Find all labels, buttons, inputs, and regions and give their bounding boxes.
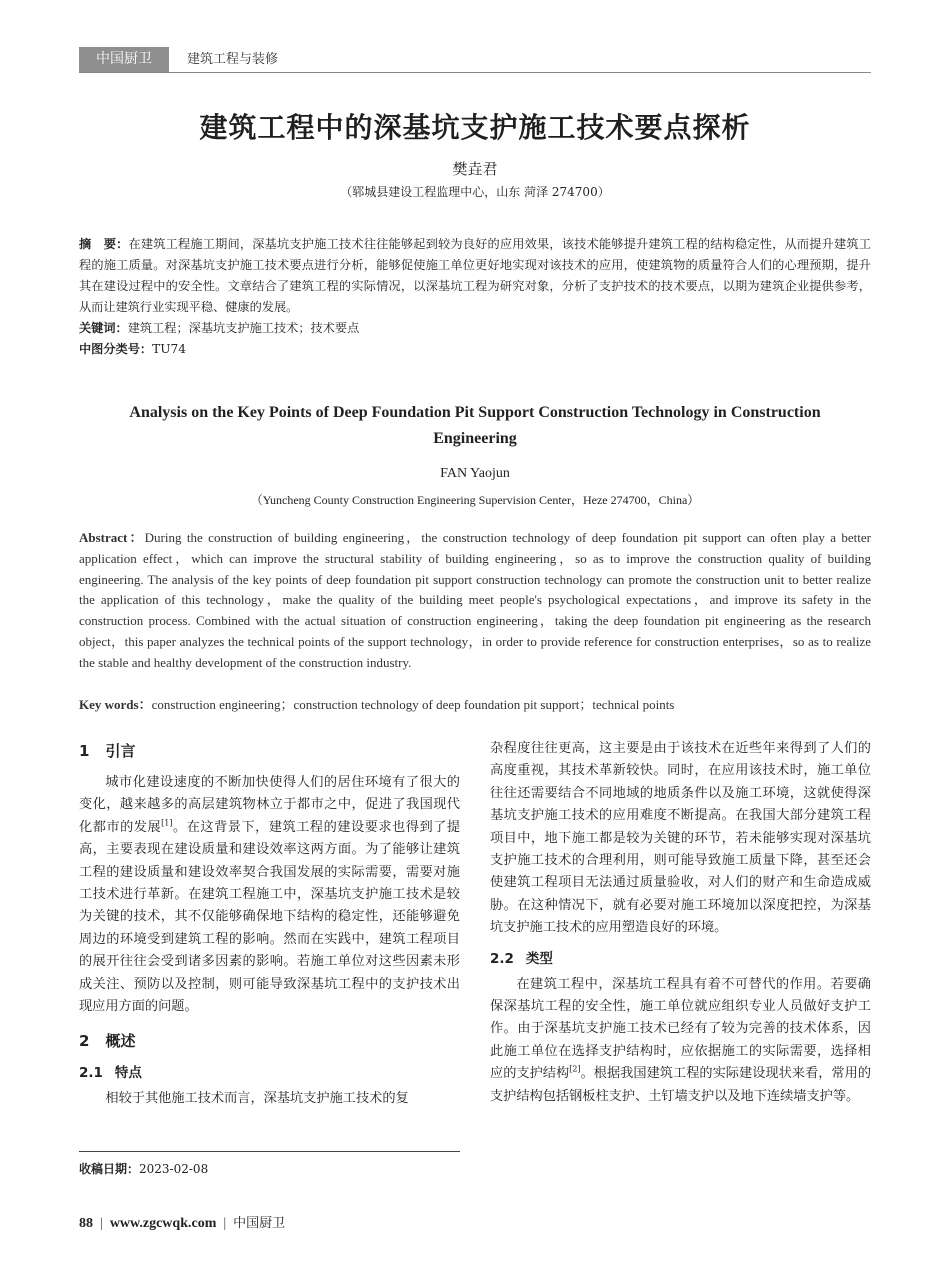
section-2-2-text-b: 。根据我国建筑工程的实际建设现状来看，常用的支护结构包括钢板柱支护、土钉墙支护以及地下连续墙支护等。 [490, 1066, 872, 1104]
page-number: 88 [79, 1216, 93, 1231]
section-2-1-paragraph-cont: 杂程度往往更高，这主要是由于该技术在近些年来得到了人们的高度重视，其技术革新较快。同时，在应用该技术时，施工单位往往还需要结合不同地域的地质条件以及施工环境，这就使得深基坑支护施工技术的应用难度不断提高。在我国大部分建筑工程项目中，地下施工都是较为关键的环节，若未能够实现对深基坑支护施工技术的合理利用，则可能导致施工质量下降，甚至还会使建筑工程项目无法通过质量验收，对人们的财产和生命造成威胁。在这种情况下，就有必要对施工环境加以深度把控，为深基坑支护施工技术的应用塑造良好的环境。 [490, 741, 871, 936]
abstract-cn [79, 234, 871, 318]
abstract-cn-text: 在建筑工程施工期间，深基坑支护施工技术往往能够起到较为良好的应用效果，该技术能够提升建筑工程的结构稳定性，从而提升建筑工程的施工质量。对深基坑支护施工技术要点进行分析，能够促使施工单位更好地实现对该技术的应用，使建筑物的质量符合人们的心理预期，提升其在建设过程中的安全性。文章结合了建筑工程的实际情况，以深基坑工程为研究对象，分析了支护技术的技术要点，以期为建筑企业提供参考，从而让建筑行业实现平稳、健康的发展。 [79, 237, 872, 314]
received-date [79, 1160, 208, 1177]
abstract-en [79, 528, 871, 674]
footer-separator: | [223, 1216, 227, 1231]
header-rule [79, 72, 871, 73]
section-2-2-heading [490, 948, 871, 970]
abstract-en-text: During the construction of building engineering，the construction technology of deep foundation pit support can often play a better application effect，which can improve the structural stability of building engineering，so as to improve the construction quality of building engineering. The analysis of the key points of deep foundation pit support construction technology can promote the construction unit to better realize the application of this technology，make the quality of the building meet people's psychological expectations，and improve its safety in the construction process. Combined with the actual situation of construction engineering，taking the deep foundation pit engineering as the research object，this paper analyzes the technical points of the support technology，in order to provide reference for construction enterprises，so as to realize the stable and healthy development of the construction industry. [79, 530, 871, 670]
keywords-en-text: construction engineering；construction technology of deep foundation pit support；technical points [151, 697, 675, 712]
section-1-paragraph [79, 772, 460, 1018]
running-header [79, 47, 871, 72]
journal-url[interactable]: www.zgcwqk.com [109, 1216, 217, 1231]
clc-label: 中图分类号： [79, 342, 153, 356]
footnote-rule [79, 1151, 460, 1152]
keywords-cn [79, 318, 359, 339]
column-left [79, 740, 460, 1111]
section-2-1-paragraph-start: 相较于其他施工技术而言，深基坑支护施工技术的复 [105, 1091, 409, 1107]
author: 樊垚君 [452, 160, 498, 178]
section-2-1-title: 特点 [114, 1065, 142, 1082]
section-2-1-heading [79, 1062, 460, 1084]
section-2-heading [79, 1030, 460, 1052]
journal-tag: 中国厨卫 [79, 47, 169, 72]
received-value: 2023-02-08 [139, 1162, 209, 1176]
section-1-text-a: 城市化建设速度的不断加快使得人们的居住环境有了很大的变化，越来越多的高层建筑物林立于都市之中，促进了我国现代化都市的发展 [79, 775, 460, 835]
citation-1: [1] [161, 818, 173, 828]
section-2-number: 2 [79, 1032, 90, 1051]
section-1-heading [79, 740, 460, 762]
section-2-2-number: 2.2 [490, 950, 514, 967]
column-right [490, 738, 871, 1108]
citation-2: [2] [569, 1064, 581, 1074]
clc-number [79, 339, 186, 360]
received-label: 收稿日期： [79, 1162, 140, 1176]
section-2-title: 概述 [105, 1032, 136, 1051]
affiliation: （郓城县建设工程监理中心，山东 菏泽 274700） [340, 185, 610, 199]
section-1-title: 引言 [105, 742, 136, 760]
abstract-cn-label: 摘 要： [79, 237, 129, 251]
journal-name: 中国厨卫 [233, 1216, 286, 1231]
clc-text: TU74 [152, 342, 187, 356]
section-1-text-b: 。在这背景下，建筑工程的建设要求也得到了提高，主要表现在建设质量和建设效率这两方面。为了能够让建筑工程的建设质量和建设效率契合我国发展的实际需要，需要对施工技术进行革新。在建筑工程施工中，深基坑支护施工技术是较为关键的技术，其不仅能够确保地下结构的稳定性，还能够避免周边的环境受到建筑工程的影响。然而在实践中，建筑工程项目的展开往往会受到诸多因素的影响。若施工单位对这些因素未形成关注、预防以及控制，则可能导致深基坑工程中的支护技术出现应用方面的问题。 [79, 819, 461, 1015]
section-2-2-text-a: 在建筑工程中，深基坑工程具有着不可替代的作用。若要确保深基坑工程的安全性，施工单位就应组织专业人员做好支护工作。由于深基坑支护施工技术已经有了较为完善的技术体系，因此施工单位在选择支护结构时，应依据施工的实际需要，选择相应的支护结构 [490, 976, 871, 1082]
abstract-en-label: Abstract： [79, 530, 145, 545]
section-2-2-title: 类型 [525, 950, 553, 967]
keywords-en-label: Key words： [79, 697, 152, 712]
section-name: 建筑工程与装修 [187, 52, 279, 67]
footer-separator: | [100, 1216, 103, 1231]
page-footer [79, 1212, 285, 1232]
section-1-number: 1 [79, 742, 90, 760]
keywords-cn-text: 建筑工程；深基坑支护施工技术；技术要点 [127, 321, 360, 335]
author-en: FAN Yaojun [440, 466, 510, 481]
keywords-en [79, 695, 871, 715]
paper-title-en: Analysis on the Key Points of Deep Foundation Pit Support Construction Technology in Construction Engineering [129, 404, 821, 447]
section-2-1-number: 2.1 [79, 1065, 103, 1082]
section-2-2-paragraph [490, 974, 871, 1108]
keywords-cn-label: 关键词： [79, 321, 128, 335]
affiliation-en: （Yuncheng County Construction Engineering Supervision Center，Heze 274700，China） [250, 493, 700, 507]
paper-title: 建筑工程中的深基坑支护施工技术要点探析 [199, 111, 751, 144]
